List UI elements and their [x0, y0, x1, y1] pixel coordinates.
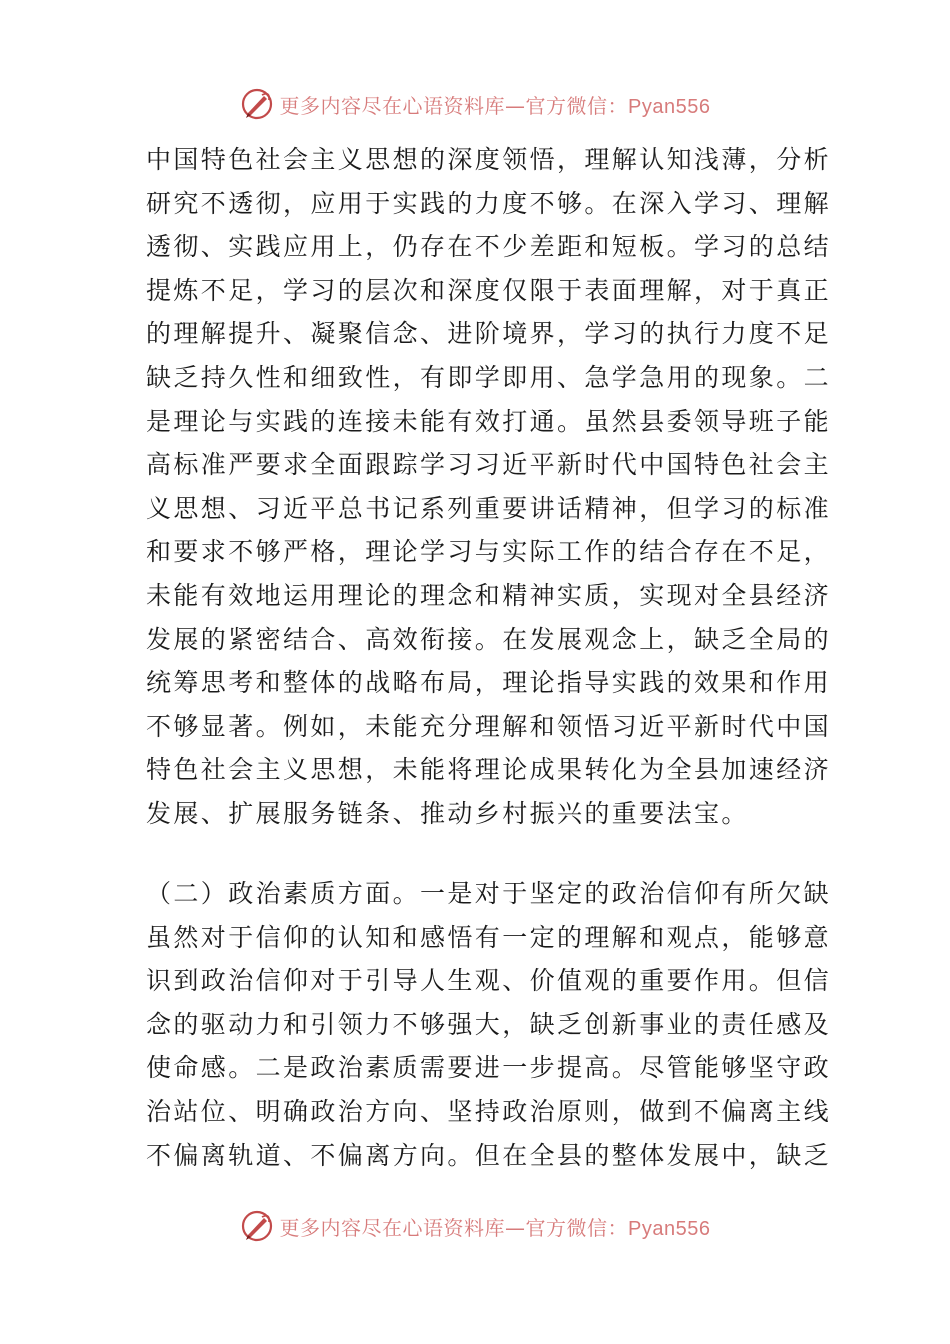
text-line: 统筹思考和整体的战略布局，理论指导实践的效果和作用 [146, 668, 832, 698]
body-paragraph-1 [146, 138, 832, 836]
text-line: 高标准严要求全面跟踪学习习近平新时代中国特色社会主 [146, 450, 832, 480]
text-line: 是理论与实践的连接未能有效打通。虽然县委领导班子能 [146, 406, 832, 436]
text-line: 的理解提升、凝聚信念、进阶境界，学习的执行力度不足 [146, 319, 832, 349]
text-line: 发展的紧密结合、高效衔接。在发展观念上，缺乏全局的 [146, 624, 832, 654]
text-line: 义思想、习近平总书记系列重要讲话精神，但学习的标准 [146, 493, 832, 523]
pen-quill-logo-icon [240, 87, 274, 121]
text-line: 不偏离轨道、不偏离方向。但在全县的整体发展中，缺乏 [146, 1140, 832, 1170]
text-line: 和要求不够严格，理论学习与实际工作的结合存在不足， [146, 537, 832, 567]
pen-quill-logo-icon [240, 1209, 274, 1243]
watermark-text [280, 1212, 711, 1241]
text-line: 提炼不足，学习的层次和深度仅限于表面理解，对于真正 [146, 275, 832, 305]
text-line: （二）政治素质方面。一是对于坚定的政治信仰有所欠缺 [146, 879, 832, 908]
text-line: 特色社会主义思想，未能将理论成果转化为全县加速经济 [146, 755, 832, 785]
text-line: 治站位、明确政治方向、坚持政治原则，做到不偏离主线 [146, 1096, 832, 1126]
watermark-wechat-id: Pyan556 [628, 1217, 711, 1240]
watermark-wechat-id: Pyan556 [628, 95, 711, 118]
text-line: 念的驱动力和引领力不够强大，缺乏创新事业的责任感及 [146, 1009, 832, 1039]
header-watermark [0, 84, 950, 124]
text-line: 研究不透彻，应用于实践的力度不够。在深入学习、理解 [146, 188, 832, 218]
text-line: 虽然对于信仰的认知和感悟有一定的理解和观点，能够意 [146, 922, 832, 952]
watermark-text [280, 90, 711, 119]
text-line: 发展、扩展服务链条、推动乡村振兴的重要法宝。 [146, 798, 749, 828]
footer-watermark [0, 1206, 950, 1246]
text-line: 不够显著。例如，未能充分理解和领悟习近平新时代中国 [146, 711, 832, 741]
text-line: 识到政治信仰对于引导人生观、价值观的重要作用。但信 [146, 966, 832, 996]
text-line: 中国特色社会主义思想的深度领悟，理解认知浅薄，分析 [146, 145, 832, 174]
watermark-label: 更多内容尽在心语资料库—官方微信： [279, 1215, 629, 1240]
body-paragraph-2 [146, 872, 832, 1177]
text-line: 使命感。二是政治素质需要进一步提高。尽管能够坚守政 [146, 1053, 832, 1083]
text-line: 未能有效地运用理论的理念和精神实质，实现对全县经济 [146, 580, 832, 610]
text-line: 缺乏持久性和细致性，有即学即用、急学急用的现象。二 [146, 362, 832, 392]
watermark-label: 更多内容尽在心语资料库—官方微信： [279, 93, 629, 118]
text-line: 透彻、实践应用上，仍存在不少差距和短板。学习的总结 [146, 232, 832, 262]
